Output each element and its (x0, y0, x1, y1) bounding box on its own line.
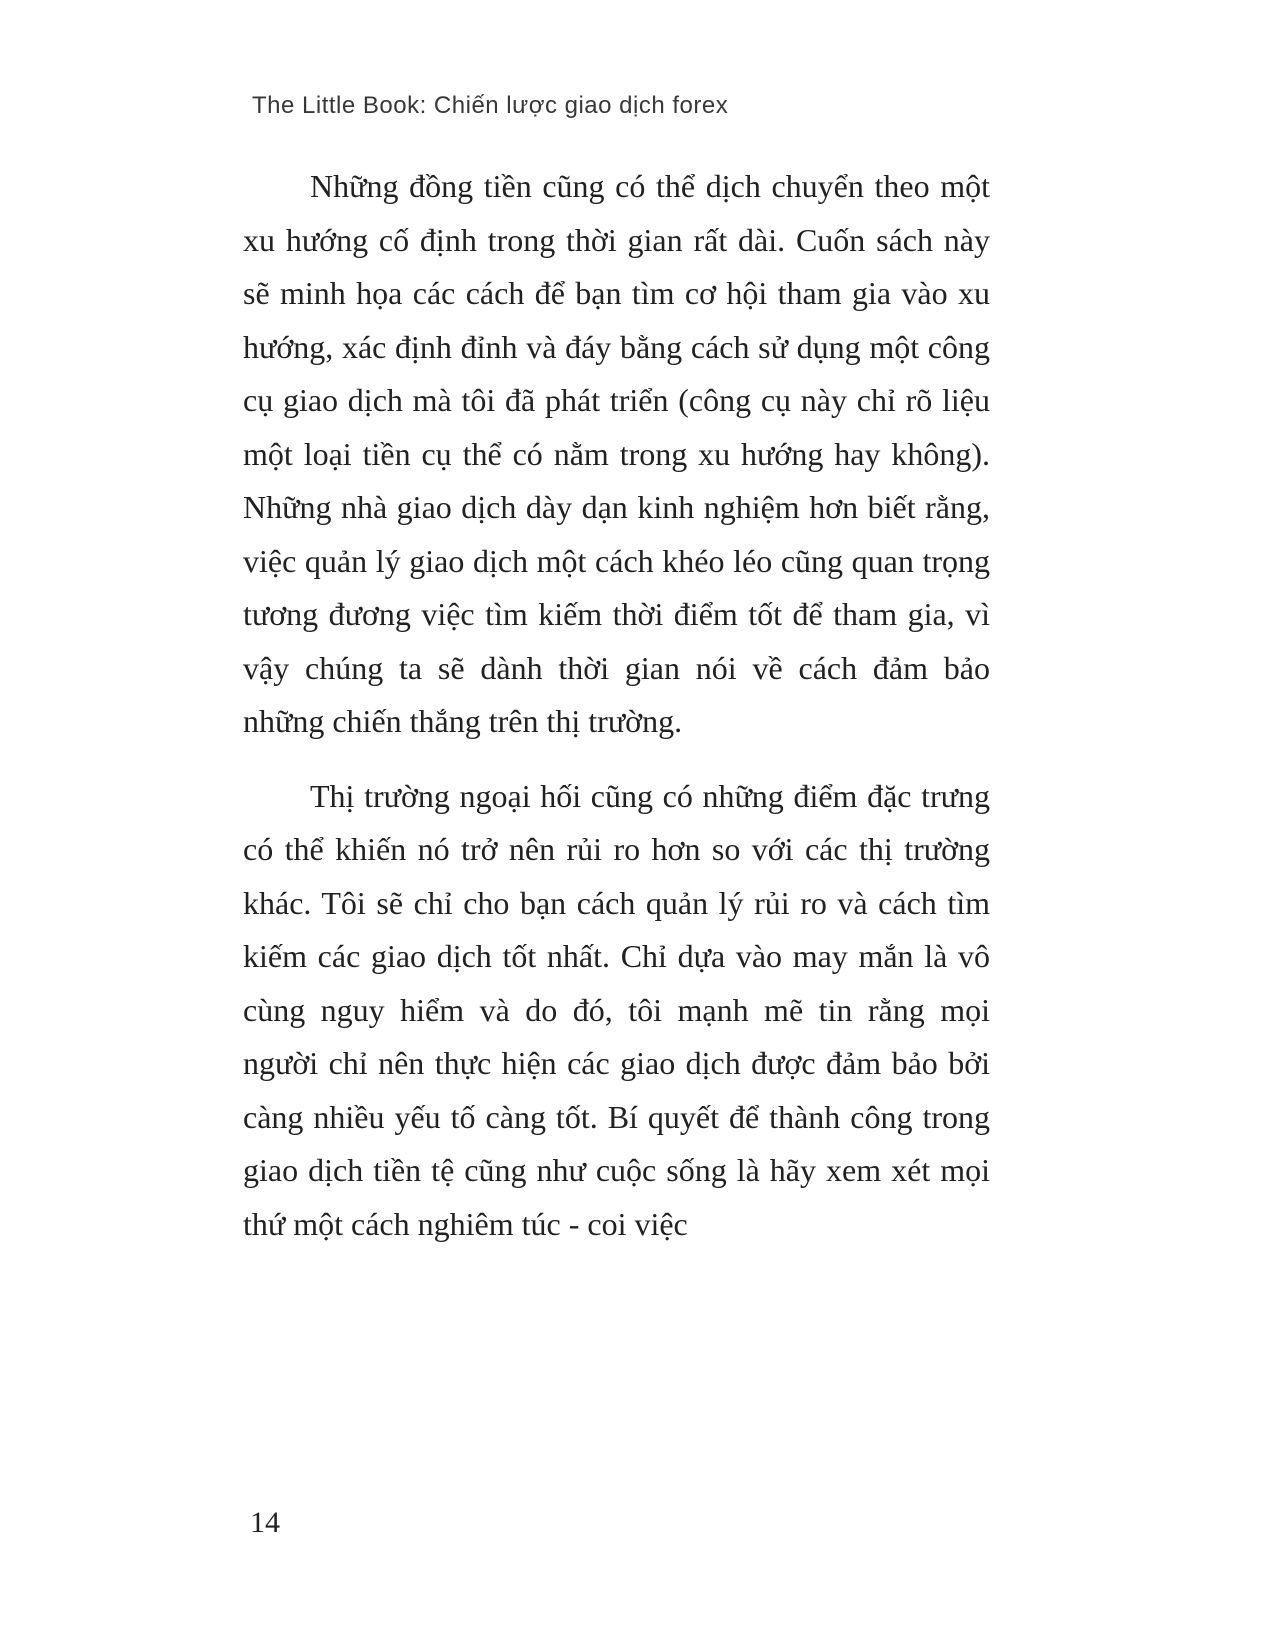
paragraph-1: Những đồng tiền cũng có thể dịch chuyển theo một xu hướng cố định trong thời gian rất dài. Cuốn sách này sẽ minh họa các cách để bạn tìm cơ hội tham gia vào xu hướng, xác định đỉnh và đáy bằng cách sử dụng một công cụ giao dịch mà tôi đã phát triển (công cụ này chỉ rõ liệu một loại tiền cụ thể có nằm trong xu hướng hay không). Những nhà giao dịch dày dạn kinh nghiệm hơn biết rằng, việc quản lý giao dịch một cách khéo léo cũng quan trọng tương đương việc tìm kiếm thời điểm tốt để tham gia, vì vậy chúng ta sẽ dành thời gian nói về cách đảm bảo những chiến thắng trên thị trường. (243, 168, 990, 739)
body-text (243, 160, 990, 1251)
paragraph-2: Thị trường ngoại hối cũng có những điểm đặc trưng có thể khiến nó trở nên rủi ro hơn so với các thị trường khác. Tôi sẽ chỉ cho bạn cách quản lý rủi ro và cách tìm kiếm các giao dịch tốt nhất. Chỉ dựa vào may mắn là vô cùng nguy hiểm và do đó, tôi mạnh mẽ tin rằng mọi người chỉ nên thực hiện các giao dịch được đảm bảo bởi càng nhiều yếu tố càng tốt. Bí quyết để thành công trong giao dịch tiền tệ cũng như cuộc sống là hãy xem xét mọi thứ một cách nghiêm túc - coi việc (243, 777, 990, 1242)
running-head: The Little Book: Chiến lược giao dịch forex (252, 92, 729, 119)
page-number: 14 (250, 1506, 280, 1539)
